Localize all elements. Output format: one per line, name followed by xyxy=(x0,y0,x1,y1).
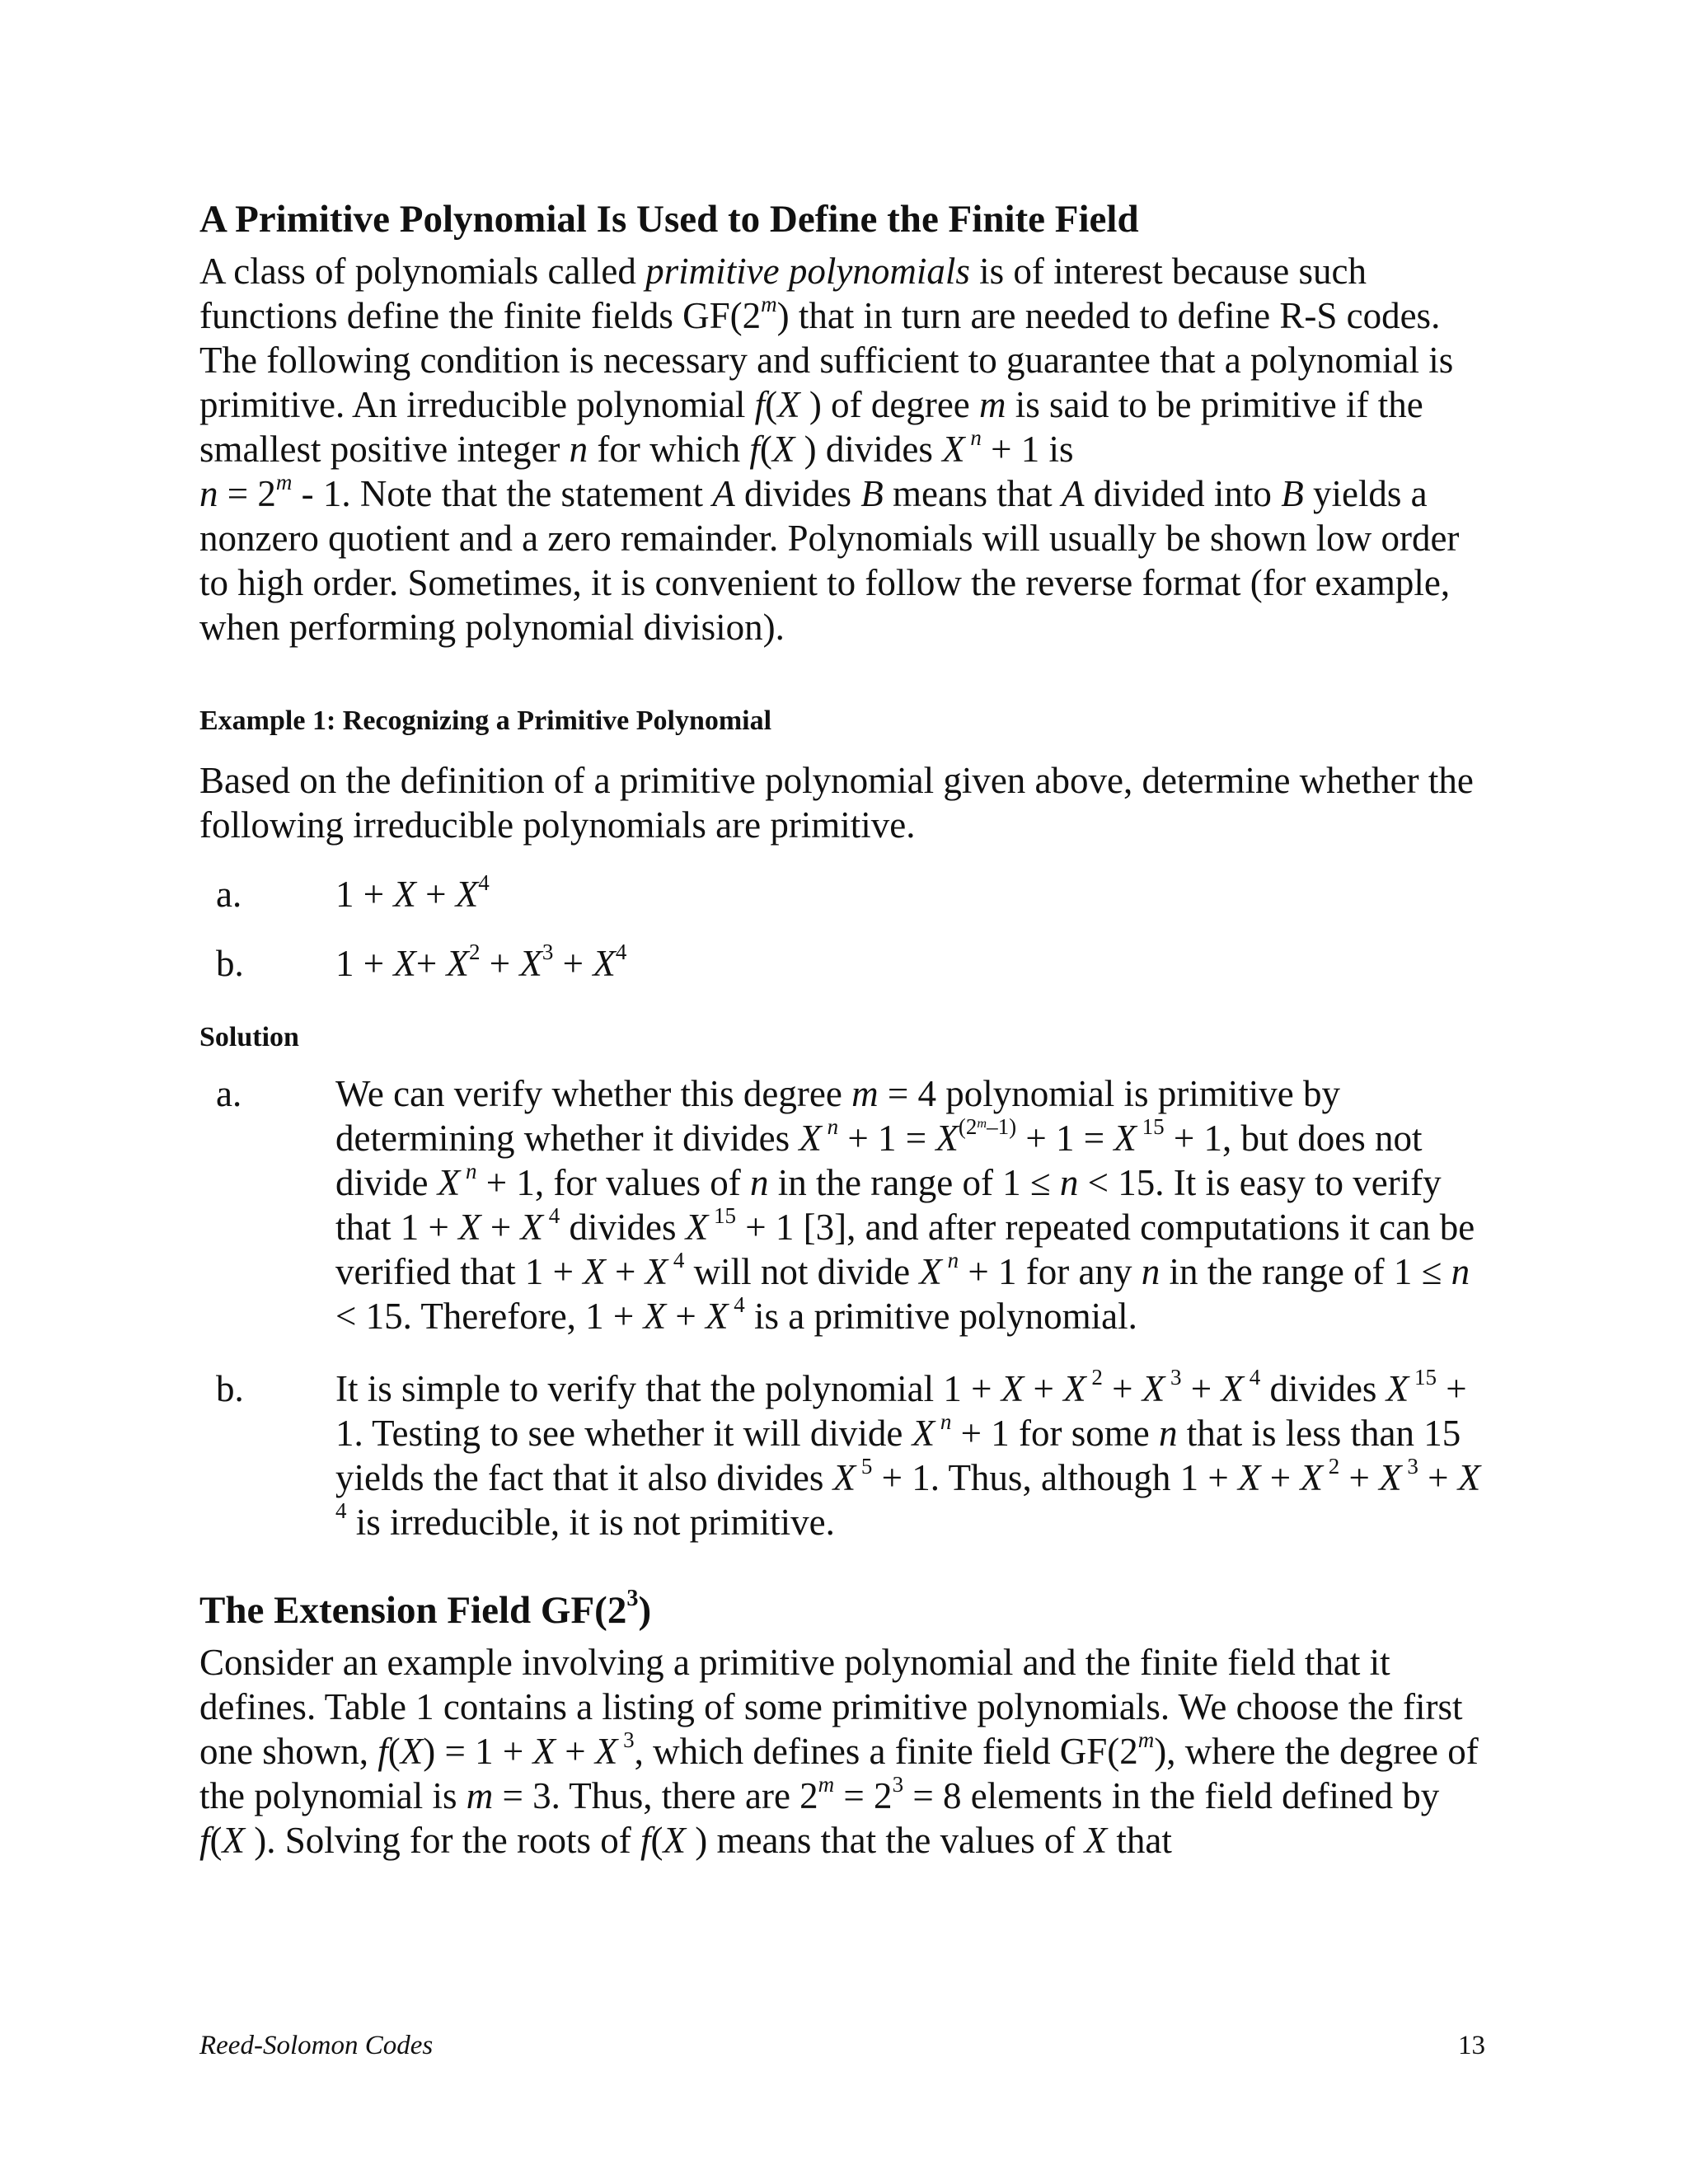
polynomial-a: $1 + X + X^4$ xyxy=(335,869,490,915)
example-1-intro: Based on the definition of a primitive polynomial given above, determine whether the following irreducible polynomials are primitive. xyxy=(199,760,1474,846)
item-label: a. xyxy=(216,1073,242,1114)
solution-item-b xyxy=(199,1366,1485,1544)
polynomial-b: $1 + X+ X^2 + X^3 + X^4$ xyxy=(335,939,627,984)
example-1-heading: Example 1: Recognizing a Primitive Polynomial xyxy=(199,705,772,736)
page-number: 13 xyxy=(1458,2031,1485,2060)
section-heading-extension-field: The Extension Field $GF(2^3)$ xyxy=(199,1585,652,1632)
solution-item-a xyxy=(199,1071,1485,1338)
item-label: b. xyxy=(216,943,244,984)
example-item-b xyxy=(199,941,1485,986)
paragraph-primitive-definition: A class of polynomials called primitive polynomials is of interest because such functions define the finite fields GF(2$^m$) that in turn are needed to define R-S codes. The following condition is necessary and sufficient to guarantee that a polynomial is primitive. An irreducible polynomial f(X ) of degree m is said to be primitive if the smallest positive integer n for which f(X ) divides X $^n$ + 1 is $n = 2^m - 1$. Note that the statement A divides B means that A divided into B yields a nonzero quotient and a zero remainder. Polynomials will usually be shown low order to high order. Sometimes, it is convenient to follow the reverse format (for example, when performing polynomial division). xyxy=(199,251,1460,648)
solution-a-text: We can verify whether this degree m = 4 polynomial is primitive by determining whether it divides X $^n + 1 = X^{(2^m-1)} + 1 = X$ $^{15}$ + 1, but does not divide X $^n$ + 1, for values of n in the range of 1 ≤ n < 15. It is easy to verify that 1 + X + X $^4$ divides X $^{15}$ + 1 [3], and after repeated computations it can be verified that 1 + X + X $^4$ will not divide X $^n$ + 1 for any n in the range of 1 ≤ n < 15. Therefore, 1 + X + X $^4$ is a primitive polynomial. xyxy=(335,1073,1475,1337)
section-heading-primitive-polynomial: A Primitive Polynomial Is Used to Define the Finite Field xyxy=(199,198,1139,241)
solution-b-text: It is simple to verify that the polynomial 1 + X + X $^2$ + X $^3$ + X $^4$ divides X $^{15}$ + 1. Testing to see whether it will divide X $^n$ + 1 for some n that is less than 15 yields the fact that it also divides X $^5$ + 1. Thus, although 1 + X + X $^2$ + X $^3$ + X $^4$ is irreducible, it is not primitive. xyxy=(335,1364,1481,1543)
page-content xyxy=(199,196,1485,1863)
page-footer xyxy=(199,2027,1485,2064)
item-label: b. xyxy=(216,1368,244,1409)
item-label: a. xyxy=(216,874,242,915)
paragraph-extension-field: Consider an example involving a primitive polynomial and the finite field that it defines. Table 1 contains a listing of some primitive polynomials. We choose the first one shown, f(X) = 1 + X + X $^3$, which defines a finite field GF(2$^m$), where the degree of the polynomial is m = 3. Thus, there are $2^m = 2^3 = 8$ elements in the field defined by f(X ). Solving for the roots of f(X ) means that the values of X that xyxy=(199,1642,1479,1861)
example-item-a xyxy=(199,869,1485,916)
solution-heading: Solution xyxy=(199,1022,299,1052)
footer-document-title: Reed-Solomon Codes xyxy=(199,2031,434,2060)
